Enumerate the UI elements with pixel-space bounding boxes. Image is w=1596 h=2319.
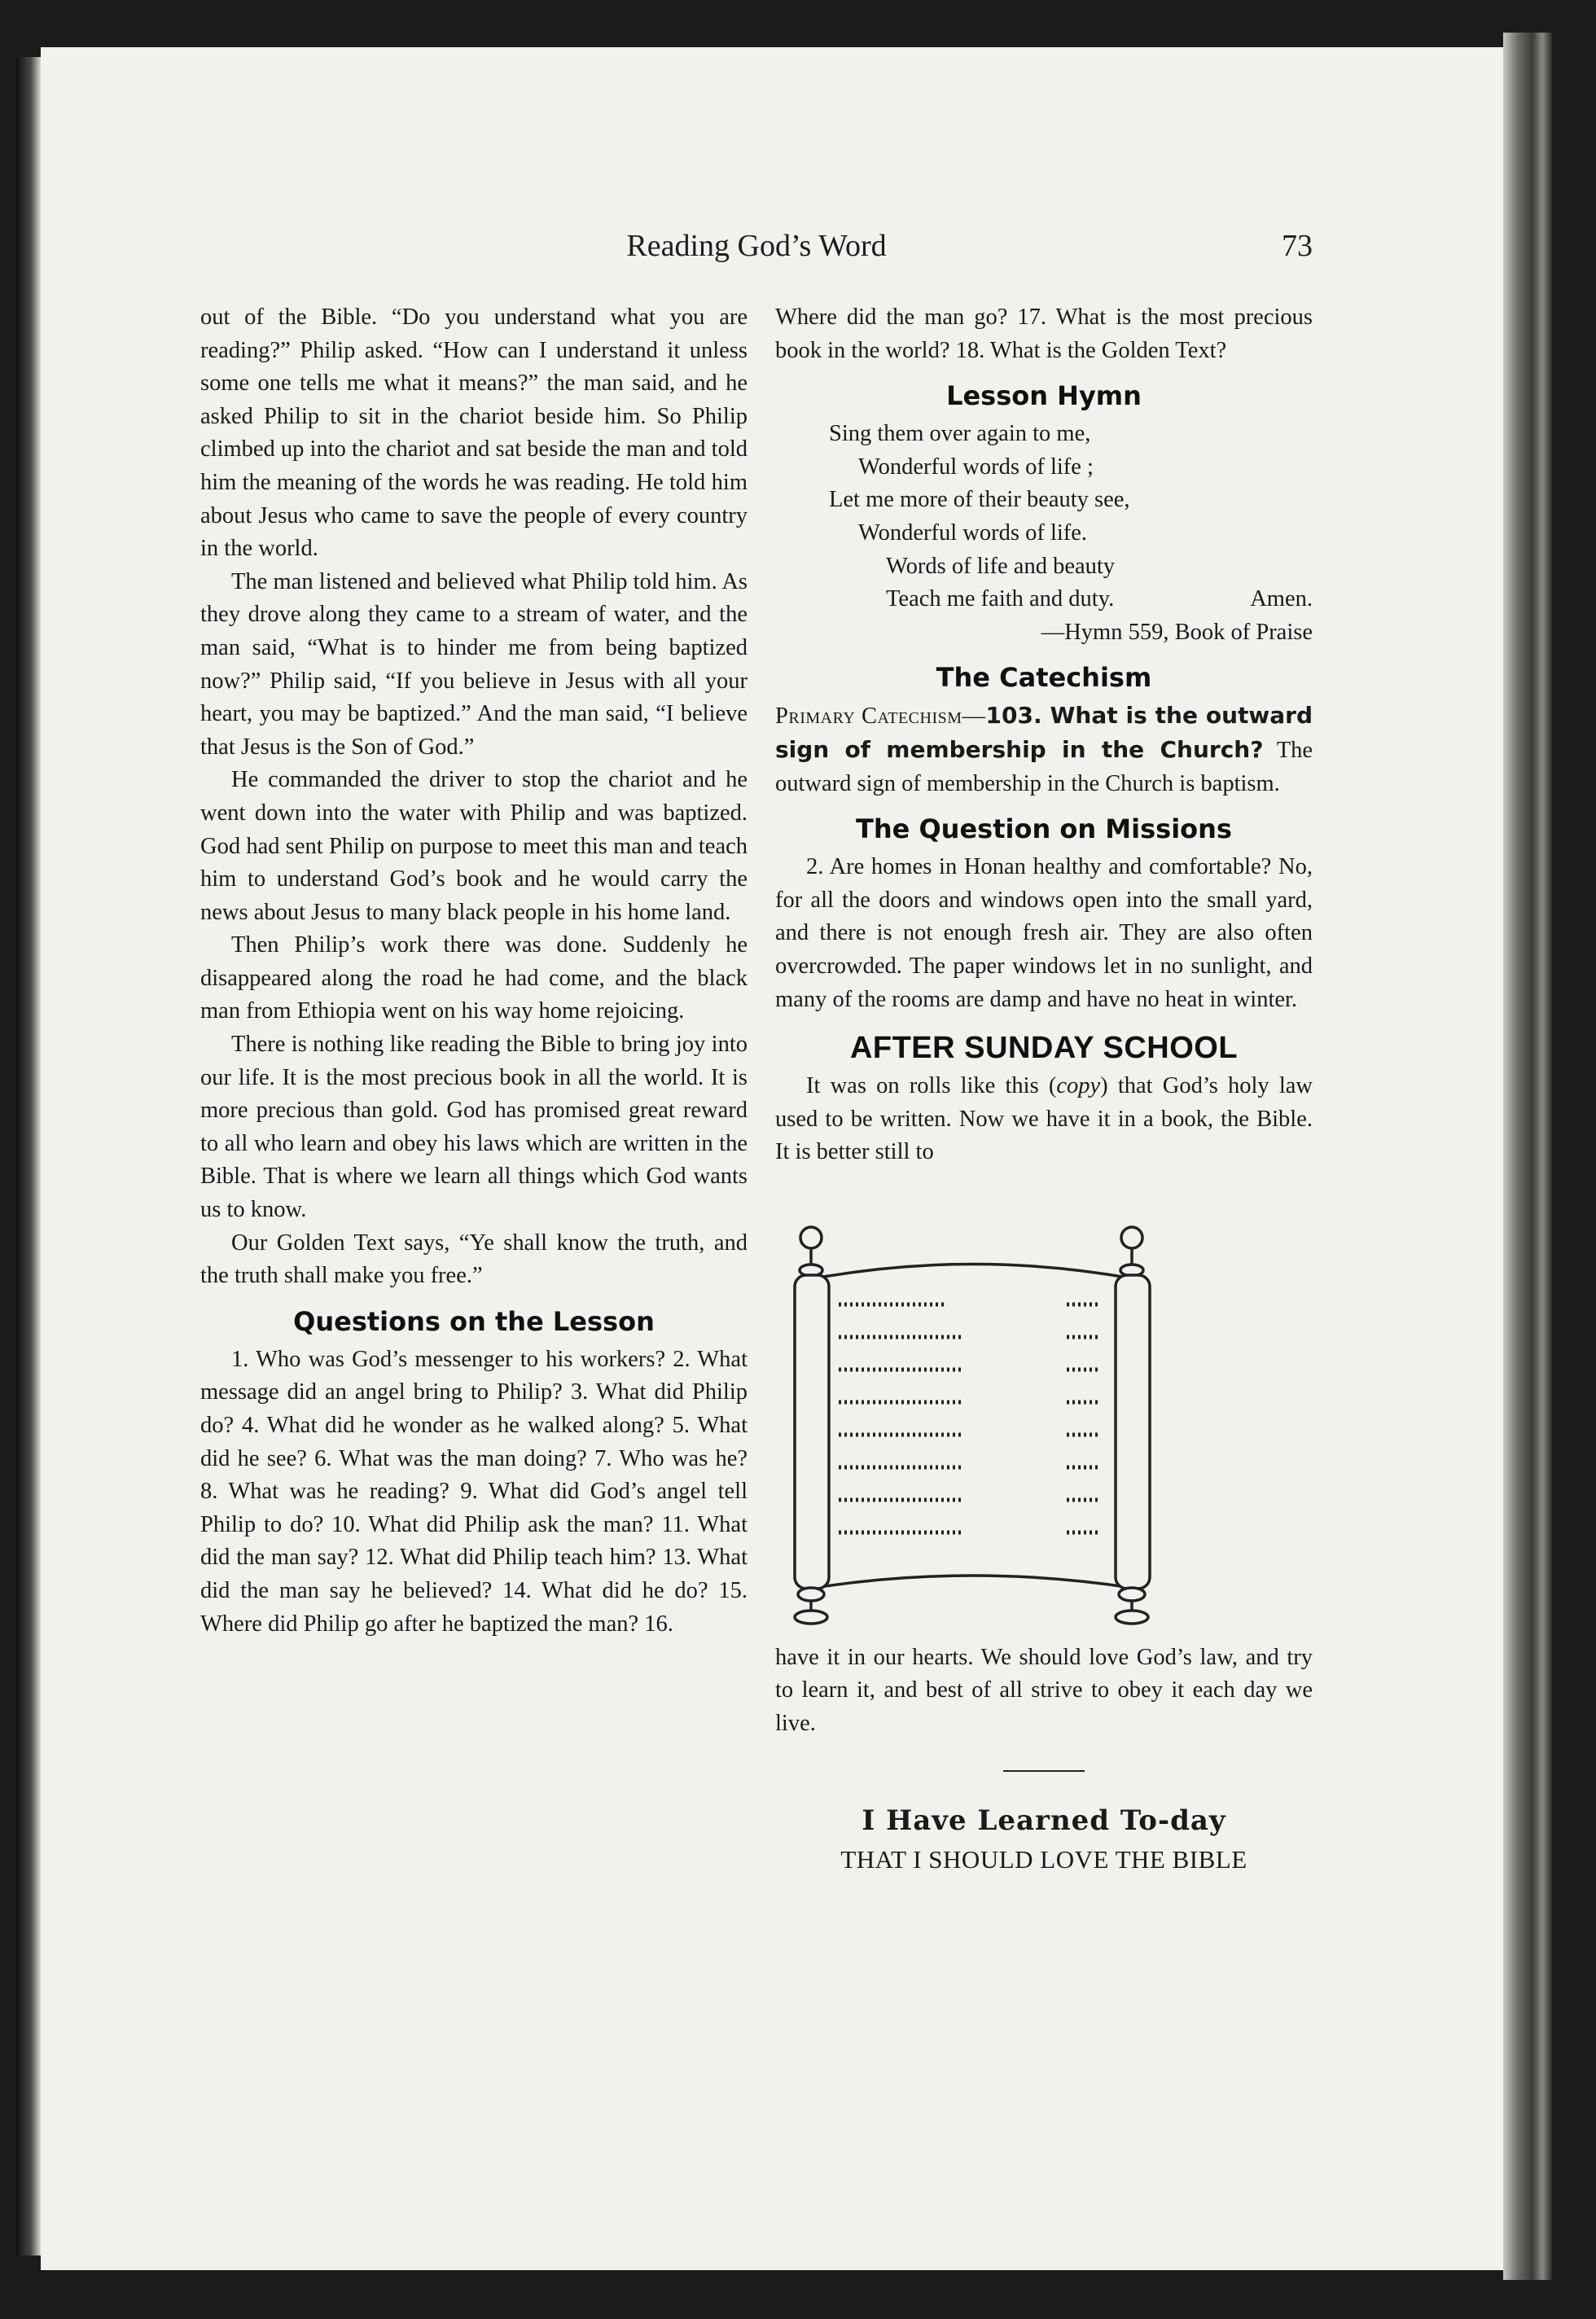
hymn-line: Wonderful words of life ;: [858, 454, 1094, 480]
hymn-heading: Lesson Hymn: [946, 380, 1142, 412]
body-paragraph: He commanded the driver to stop the chariot and he went down into the water with Philip and was baptized. God had sent Philip on purpose to meet this man and teach him to understand God’s book and he would carry the news about Jesus to many black people in his home land.: [200, 767, 748, 925]
after-paragraph-continued: have it in our hearts. We should love God’s law, and try to learn it, and best of all strive to obey it each day we live.: [775, 1644, 1313, 1737]
catechism-paragraph: [775, 699, 1313, 800]
scroll-illustration-icon: [782, 1205, 1163, 1629]
learned-heading: I Have Learned To-day: [862, 1804, 1226, 1837]
catechism-question: 103. What is the outward sign of membership in the Church?: [775, 702, 1313, 763]
questions-heading: Questions on the Lesson: [293, 1305, 655, 1337]
running-title: Reading God’s Word: [626, 229, 887, 263]
body-paragraph: Then Philip’s work there was done. Suddenly he disappeared along the road he had come, and the black man from Ethiopia went on his way home rejoicing.: [200, 932, 748, 1024]
hymn-line: Teach me faith and duty.: [886, 586, 1115, 612]
hymn-line-last: [775, 583, 1313, 616]
questions-list: 1. Who was God’s messenger to his workers? 2. What message did an angel bring to Philip? 3. What did Philip do? 4. What did he wonder as he walked along? 5. What did he see? 6. What was the man doing? 7. Who was he? 8. What was he reading? 9. What did God’s angel tell Philip to do? 10. What did Philip ask the man? 11. What did the man say? 12. What did Philip teach him? 13. What did the man say he believed? 14. What did he do? 15. Where did Philip go after he baptized the man? 16.: [200, 1346, 748, 1637]
learned-text: THAT I SHOULD LOVE THE BIBLE: [840, 1845, 1247, 1874]
page-edge: [1503, 33, 1552, 2280]
section-divider: [1003, 1770, 1085, 1772]
questions-continued: Where did the man go? 17. What is the most precious book in the world? 18. What is the Golden Text?: [775, 305, 1313, 363]
catechism-answer: The outward sign of membership in the Church is baptism.: [775, 737, 1313, 796]
page-number: 73: [1282, 229, 1313, 263]
after-emphasis: copy: [1056, 1073, 1101, 1099]
body-paragraph: The man listened and believed what Philip told him. As they drove along they came to a stream of water, and the man said, “What is to hinder me from being baptized now?” Philip said, “If you believe in Jesus with all your heart, you may be baptized.” And the man said, “I believe that Jesus is the Son of God.”: [200, 568, 748, 760]
left-column: [200, 301, 748, 1641]
catechism-heading: The Catechism: [936, 662, 1152, 694]
missions-paragraph: 2. Are homes in Honan healthy and comfortable? No, for all the doors and windows open into the small yard, and there is not enough fresh air. They are also often overcrowded. The paper windows let in no sunlight, and many of the rooms are damp and have no heat in winter.: [775, 854, 1313, 1012]
after-paragraph: [775, 1070, 1313, 1169]
hymn-line: Let me more of their beauty see,: [829, 487, 1130, 513]
hymn-amen: Amen.: [1250, 586, 1313, 612]
hymn-line: Wonderful words of life.: [858, 519, 1088, 546]
after-sunday-school-heading: AFTER SUNDAY SCHOOL: [849, 1031, 1239, 1066]
page-binding-shadow: [16, 57, 41, 2255]
hymn-attribution: —Hymn 559, Book of Praise: [1041, 619, 1313, 645]
golden-text-paragraph: Our Golden Text says, “Ye shall know the truth, and the truth shall make you free.”: [200, 1230, 748, 1289]
after-text: ) that God’s holy law used to be written. Now we have it in a book, the Bible. It is better still to: [775, 1073, 1313, 1165]
hymn-verse: [775, 418, 1313, 649]
after-text: It was on rolls like this (: [806, 1073, 1057, 1099]
missions-heading: The Question on Missions: [856, 813, 1232, 845]
page-header: [200, 228, 1313, 269]
catechism-label: Primary Catechism—: [775, 704, 986, 730]
body-paragraph: out of the Bible. “Do you understand what you are reading?” Philip asked. “How can I understand it unless some one tells me what it means?” the man said, and he asked Philip to sit in the chariot beside him. So Philip climbed up into the chariot and sat beside the man and told him the meaning of the words he was reading. He told him about Jesus who came to save the people of every country in the world.: [200, 305, 748, 562]
hymn-line: Words of life and beauty: [886, 553, 1116, 579]
right-column: [775, 301, 1313, 1877]
hymn-line: Sing them over again to me,: [829, 421, 1091, 447]
body-paragraph: There is nothing like reading the Bible to bring joy into our life. It is the most precious book in all the world. It is more precious than gold. God has promised great reward to all who learn and obey his laws which are written in the Bible. That is where we learn all things which God wants us to know.: [200, 1032, 748, 1223]
